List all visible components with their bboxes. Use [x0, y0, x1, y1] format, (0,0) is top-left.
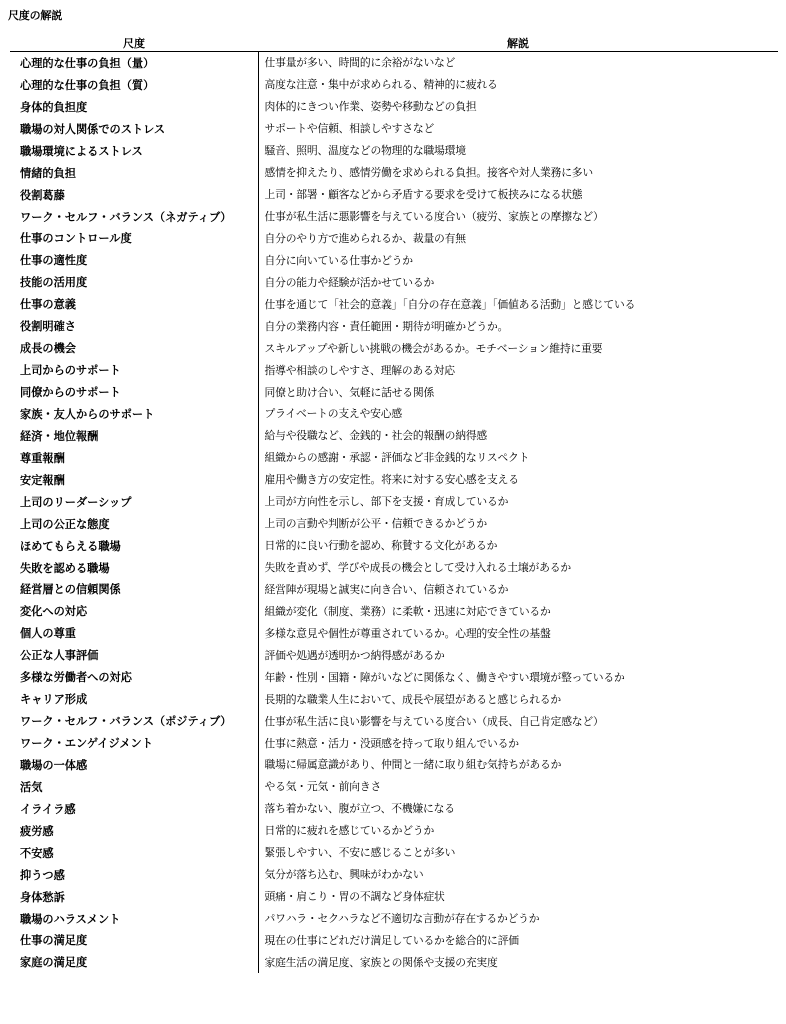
table-row	[10, 447, 778, 469]
description-cell: パワハラ・セクハラなど不適切な言動が存在するかどうか	[258, 908, 778, 930]
table-row	[10, 776, 778, 798]
table-row	[10, 425, 778, 447]
table-row	[10, 535, 778, 557]
description-cell: 感情を抑えたり、感情労働を求められる負担。接客や対人業務に多い	[258, 162, 778, 184]
scale-name-cell: 成長の機会	[20, 342, 76, 356]
description-cell: 気分が落ち込む、興味がわかない	[258, 864, 778, 886]
table-row	[10, 74, 778, 96]
scale-name-cell: 失敗を認める職場	[20, 561, 110, 575]
description-cell: サポートや信頼、相談しやすさなど	[258, 118, 778, 140]
description-cell: 高度な注意・集中が求められる、精神的に疲れる	[258, 74, 778, 96]
table-row	[10, 359, 778, 381]
table-header-row	[10, 33, 778, 52]
description-cell: 家庭生活の満足度、家族との関係や支援の充実度	[258, 951, 778, 973]
scale-name-cell: 尊重報酬	[10, 447, 258, 469]
description-cell: 騒音、照明、温度などの物理的な職場環境	[258, 140, 778, 162]
description-cell: 雇用や働き方の安定性。将来に対する安心感を支える	[258, 469, 778, 491]
table-row	[10, 381, 778, 403]
table-row	[10, 293, 778, 315]
scale-name-cell: 情緒的負担	[20, 166, 76, 180]
scale-name-cell: 同僚からのサポート	[20, 386, 121, 400]
scale-name-cell: 役割明確さ	[10, 315, 258, 337]
description-cell: スキルアップや新しい挑戦の機会があるか。モチベーション維持に重要	[258, 337, 778, 359]
description-cell: 自分の業務内容・責任範囲・期待が明確かどうか。	[258, 315, 778, 337]
scale-name-cell: 疲労感	[20, 824, 54, 838]
description-cell: 仕事を通じて「社会的意義」「自分の存在意義」「価値ある活動」と感じている	[258, 293, 778, 315]
scale-name-cell: 仕事の満足度	[10, 930, 258, 952]
scale-name-cell: 上司からのサポート	[10, 359, 258, 381]
table-row	[10, 52, 778, 74]
table-row	[10, 732, 778, 754]
table-row	[10, 886, 778, 908]
scale-name-cell: 上司のリーダーシップ	[10, 491, 258, 513]
table-row	[10, 403, 778, 425]
scale-name-cell: 変化への対応	[20, 605, 88, 619]
scale-name-cell: 活気	[20, 780, 43, 794]
scale-name-cell: 職場の一体感	[10, 754, 258, 776]
description-cell: 仕事が私生活に良い影響を与えている度合い（成長、自己肯定感など）	[258, 710, 778, 732]
header-description: 解説	[258, 33, 778, 52]
scale-name-cell: イライラ感	[10, 798, 258, 820]
table-row	[10, 513, 778, 535]
table-row	[10, 798, 778, 820]
page-title: 尺度の解説	[8, 9, 62, 22]
table-row	[10, 688, 778, 710]
table-row	[10, 469, 778, 491]
table-row	[10, 96, 778, 118]
scale-name-cell: 身体的負担度	[10, 96, 258, 118]
description-cell: プライベートの支えや安心感	[258, 403, 778, 425]
table-row	[10, 864, 778, 886]
table-row	[10, 842, 778, 864]
scale-name-cell: ワーク・エンゲイジメント	[20, 737, 153, 751]
scale-name-cell: 身体愁訴	[10, 886, 258, 908]
scale-name-cell: ワーク・セルフ・バランス（ポジティブ）	[10, 710, 258, 732]
description-cell: 失敗を責めず、学びや成長の機会として受け入れる土壌があるか	[258, 557, 778, 579]
scale-name-cell: 職場の対人関係でのストレス	[20, 122, 166, 136]
description-cell: 年齢・性別・国籍・障がいなどに関係なく、働きやすい環境が整っているか	[258, 666, 778, 688]
description-cell: 仕事が私生活に悪影響を与えている度合い（疲労、家族との摩擦など）	[258, 206, 778, 228]
scale-name-cell: 公正な人事評価	[20, 649, 99, 663]
table-row	[10, 315, 778, 337]
table-row	[10, 249, 778, 271]
scale-name-cell: 安定報酬	[20, 473, 65, 487]
table-row	[10, 557, 778, 579]
table-row	[10, 162, 778, 184]
scale-name-cell: ワーク・セルフ・バランス（ネガティブ）	[20, 210, 232, 224]
description-cell: 自分に向いている仕事かどうか	[258, 249, 778, 271]
table-body	[10, 52, 778, 974]
table-row	[10, 118, 778, 140]
scale-name-cell: ほめてもらえる職場	[10, 535, 258, 557]
table-row	[10, 754, 778, 776]
scale-name-cell: 仕事のコントロール度	[10, 228, 258, 250]
scale-name-cell: 不安感	[10, 842, 258, 864]
scale-name-cell: 仕事の意義	[20, 298, 76, 312]
table-row	[10, 600, 778, 622]
description-cell: 頭痛・肩こり・胃の不調など身体症状	[258, 886, 778, 908]
table-row	[10, 820, 778, 842]
description-cell: 緊張しやすい、不安に感じることが多い	[258, 842, 778, 864]
scale-name-cell: 家族・友人からのサポート	[10, 403, 258, 425]
scale-name-cell: キャリア形成	[20, 693, 88, 707]
scale-name-cell: 経済・地位報酬	[20, 429, 99, 443]
description-cell: 仕事量が多い、時間的に余裕がないなど	[258, 52, 778, 74]
description-cell: 現在の仕事にどれだけ満足しているかを総合的に評価	[258, 930, 778, 952]
scale-name-cell: 心理的な仕事の負担（質）	[20, 78, 155, 92]
table-row	[10, 930, 778, 952]
table-row	[10, 579, 778, 601]
scale-name-cell: 個人の尊重	[10, 622, 258, 644]
description-cell: 経営陣が現場と誠実に向き合い、信頼されているか	[258, 579, 778, 601]
scale-name-cell: 家庭の満足度	[20, 956, 88, 970]
table-row	[10, 184, 778, 206]
description-cell: 肉体的にきつい作業、姿勢や移動などの負担	[258, 96, 778, 118]
scale-name-cell: 多様な労働者への対応	[10, 666, 258, 688]
description-cell: 給与や役職など、金銭的・社会的報酬の納得感	[258, 425, 778, 447]
table-row	[10, 206, 778, 228]
table-row	[10, 622, 778, 644]
description-cell: 多様な意見や個性が尊重されているか。心理的安全性の基盤	[258, 622, 778, 644]
scale-name-cell: 心理的な仕事の負担（量）	[10, 52, 258, 74]
scale-name-cell: 技能の活用度	[10, 271, 258, 293]
scale-name-cell: 役割葛藤	[10, 184, 258, 206]
description-cell: 組織が変化（制度、業務）に柔軟・迅速に対応できているか	[258, 600, 778, 622]
description-cell: 上司の言動や判断が公平・信頼できるかどうか	[258, 513, 778, 535]
table-row	[10, 271, 778, 293]
table-row	[10, 951, 778, 973]
scale-name-cell: 抑うつ感	[20, 868, 65, 882]
scale-name-cell: 上司の公正な態度	[20, 517, 110, 531]
scale-name-cell: 経営層との信頼関係	[10, 579, 258, 601]
description-cell: 職場に帰属意識があり、仲間と一緒に取り組む気持ちがあるか	[258, 754, 778, 776]
description-cell: 日常的に良い行動を認め、称賛する文化があるか	[258, 535, 778, 557]
table-row	[10, 908, 778, 930]
header-scale: 尺度	[10, 33, 258, 52]
table-row	[10, 644, 778, 666]
table-row	[10, 710, 778, 732]
scale-name-cell: 仕事の適性度	[20, 254, 88, 268]
description-cell: やる気・元気・前向きさ	[258, 776, 778, 798]
description-cell: 日常的に疲れを感じているかどうか	[258, 820, 778, 842]
table-row	[10, 228, 778, 250]
description-cell: 落ち着かない、腹が立つ、不機嫌になる	[258, 798, 778, 820]
table-row	[10, 491, 778, 513]
description-cell: 仕事に熱意・活力・没頭感を持って取り組んでいるか	[258, 732, 778, 754]
table-row	[10, 666, 778, 688]
description-cell: 自分のやり方で進められるか、裁量の有無	[258, 228, 778, 250]
scale-name-cell: 職場環境によるストレス	[10, 140, 258, 162]
description-cell: 組織からの感謝・承認・評価など非金銭的なリスペクト	[258, 447, 778, 469]
description-cell: 同僚と助け合い、気軽に話せる関係	[258, 381, 778, 403]
description-cell: 評価や処遇が透明かつ納得感があるか	[258, 644, 778, 666]
description-cell: 長期的な職業人生において、成長や展望があると感じられるか	[258, 688, 778, 710]
description-cell: 自分の能力や経験が活かせているか	[258, 271, 778, 293]
table-row	[10, 337, 778, 359]
description-cell: 上司が方向性を示し、部下を支援・育成しているか	[258, 491, 778, 513]
table-row	[10, 140, 778, 162]
scale-table	[10, 33, 778, 973]
description-cell: 上司・部署・顧客などから矛盾する要求を受けて板挟みになる状態	[258, 184, 778, 206]
scale-name-cell: 職場のハラスメント	[20, 912, 121, 926]
description-cell: 指導や相談のしやすさ、理解のある対応	[258, 359, 778, 381]
